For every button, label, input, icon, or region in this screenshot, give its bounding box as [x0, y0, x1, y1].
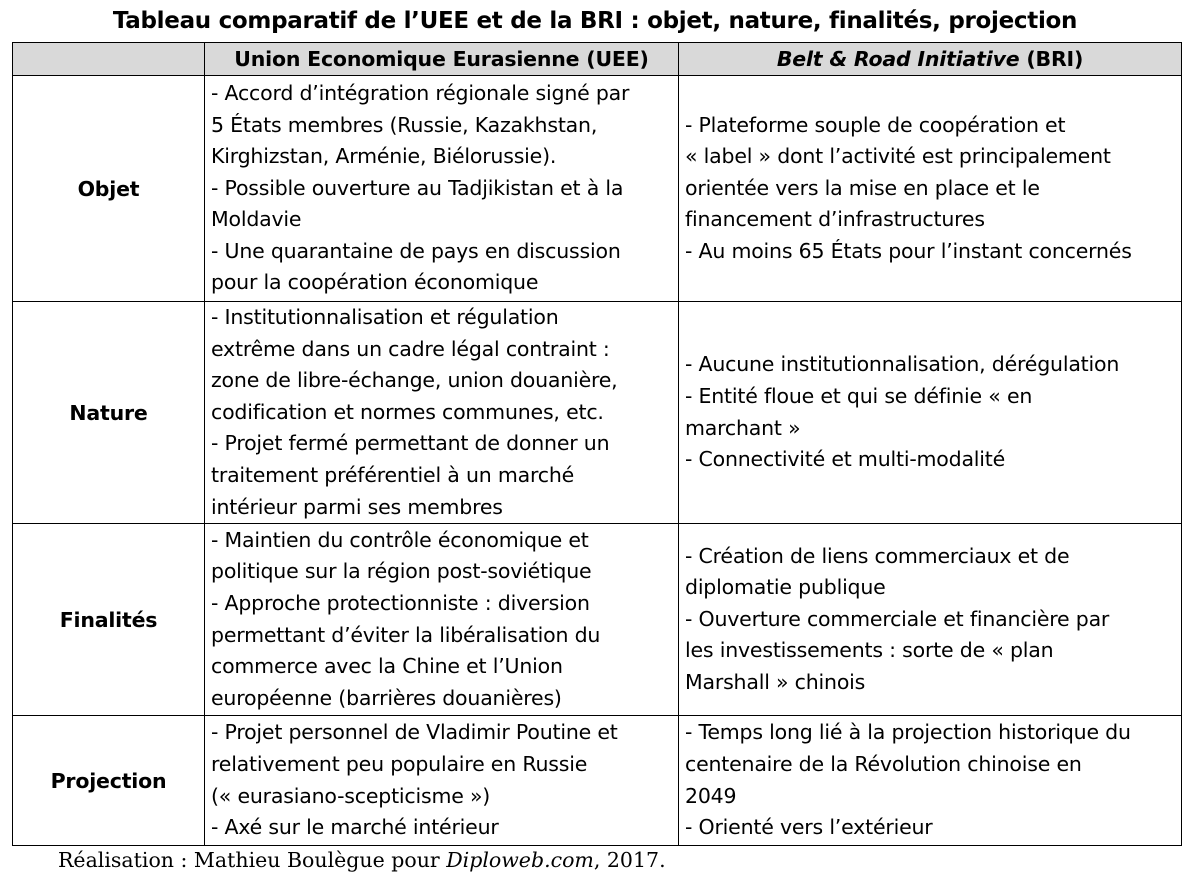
cell-text-line: - Connectivité et multi-modalité	[685, 447, 1006, 472]
cell-text-line: zone de libre-échange, union douanière,	[211, 368, 618, 393]
header-bri-suffix: (BRI)	[1019, 47, 1084, 71]
cell-text-line: - Accord d’intégration régionale signé par	[211, 80, 630, 105]
row-label: Projection	[13, 716, 205, 846]
cell-text-line: Moldavie	[211, 207, 302, 232]
cell-text-line: - Entité floue et qui se définie « en	[685, 383, 1033, 408]
cell-text-line: permettant d’éviter la libéralisation du	[211, 622, 601, 647]
table-header-row	[13, 43, 1182, 76]
cell-text-line: Marshall » chinois	[685, 670, 866, 695]
cell-text-line: pour la coopération économique	[211, 270, 539, 295]
cell-text-line: extrême dans un cadre légal contraint :	[211, 336, 610, 361]
header-bri	[679, 43, 1182, 76]
cell-bri	[679, 302, 1182, 524]
cell-text-line: (« eurasiano-scepticisme »)	[211, 783, 491, 808]
table-row	[13, 76, 1182, 302]
cell-bri	[679, 524, 1182, 716]
cell-text-line: - Temps long lié à la projection historique du	[685, 720, 1131, 745]
cell-text-line: intérieur parmi ses membres	[211, 494, 503, 519]
cell-text-line: financement d’infrastructures	[685, 207, 985, 232]
document-title: Tableau comparatif de l’UEE et de la BRI : objet, nature, finalités, projection	[112, 8, 1078, 34]
header-corner-cell	[13, 43, 205, 76]
cell-uee	[205, 716, 679, 846]
credit-suffix: , 2017.	[593, 848, 666, 872]
cell-text-line: relativement peu populaire en Russie	[211, 752, 588, 777]
row-label: Objet	[13, 76, 205, 302]
cell-text-line: codification et normes communes, etc.	[211, 399, 604, 424]
credit-line	[58, 847, 666, 873]
row-label: Nature	[13, 302, 205, 524]
cell-text-line: traitement préférentiel à un marché	[211, 462, 575, 487]
comparison-table	[12, 42, 1182, 846]
credit-site: Diploweb.com	[446, 848, 594, 872]
cell-text-line: 2049	[685, 783, 737, 808]
cell-text-line: - Projet fermé permettant de donner un	[211, 431, 610, 456]
cell-text-line: politique sur la région post-soviétique	[211, 559, 592, 584]
cell-text-line: - Orienté vers l’extérieur	[685, 815, 933, 840]
credit-prefix: Réalisation : Mathieu Boulègue pour	[58, 848, 447, 872]
cell-text-line: - Axé sur le marché intérieur	[211, 815, 499, 840]
header-bri-italic: Belt & Road Initiative	[776, 47, 1020, 71]
cell-bri	[679, 76, 1182, 302]
cell-text-line: européenne (barrières douanières)	[211, 685, 562, 710]
cell-text-line: - Ouverture commerciale et financière par	[685, 606, 1110, 631]
cell-uee	[205, 524, 679, 716]
cell-text-line: les investissements : sorte de « plan	[685, 638, 1054, 663]
table-row	[13, 524, 1182, 716]
cell-text-line: - Maintien du contrôle économique et	[211, 527, 589, 552]
cell-uee	[205, 76, 679, 302]
cell-bri	[679, 716, 1182, 846]
cell-text-line: commerce avec la Chine et l’Union	[211, 654, 563, 679]
cell-text-line: diplomatie publique	[685, 575, 886, 600]
cell-text-line: marchant »	[685, 415, 801, 440]
cell-text-line: - Aucune institutionnalisation, dérégulation	[685, 352, 1120, 377]
cell-text-line: - Création de liens commerciaux et de	[685, 543, 1070, 568]
table-body	[13, 76, 1182, 846]
row-label: Finalités	[13, 524, 205, 716]
cell-text-line: - Plateforme souple de coopération et	[685, 112, 1066, 137]
cell-text-line: « label » dont l’activité est principalement	[685, 144, 1111, 169]
cell-text-line: centenaire de la Révolution chinoise en	[685, 752, 1082, 777]
table-row	[13, 716, 1182, 846]
cell-text-line: - Possible ouverture au Tadjikistan et à la	[211, 175, 624, 200]
cell-text-line: Kirghizstan, Arménie, Biélorussie).	[211, 144, 557, 169]
cell-text-line: orientée vers la mise en place et le	[685, 175, 1040, 200]
cell-text-line: - Au moins 65 États pour l’instant concernés	[685, 238, 1132, 263]
header-uee: Union Economique Eurasienne (UEE)	[205, 43, 679, 76]
cell-text-line: 5 États membres (Russie, Kazakhstan,	[211, 112, 598, 137]
cell-text-line: - Institutionnalisation et régulation	[211, 305, 559, 329]
cell-text-line: - Projet personnel de Vladimir Poutine et	[211, 720, 618, 745]
cell-text-line: - Une quarantaine de pays en discussion	[211, 238, 621, 263]
cell-uee	[205, 302, 679, 524]
cell-text-line: - Approche protectionniste : diversion	[211, 591, 590, 616]
table-row	[13, 302, 1182, 524]
